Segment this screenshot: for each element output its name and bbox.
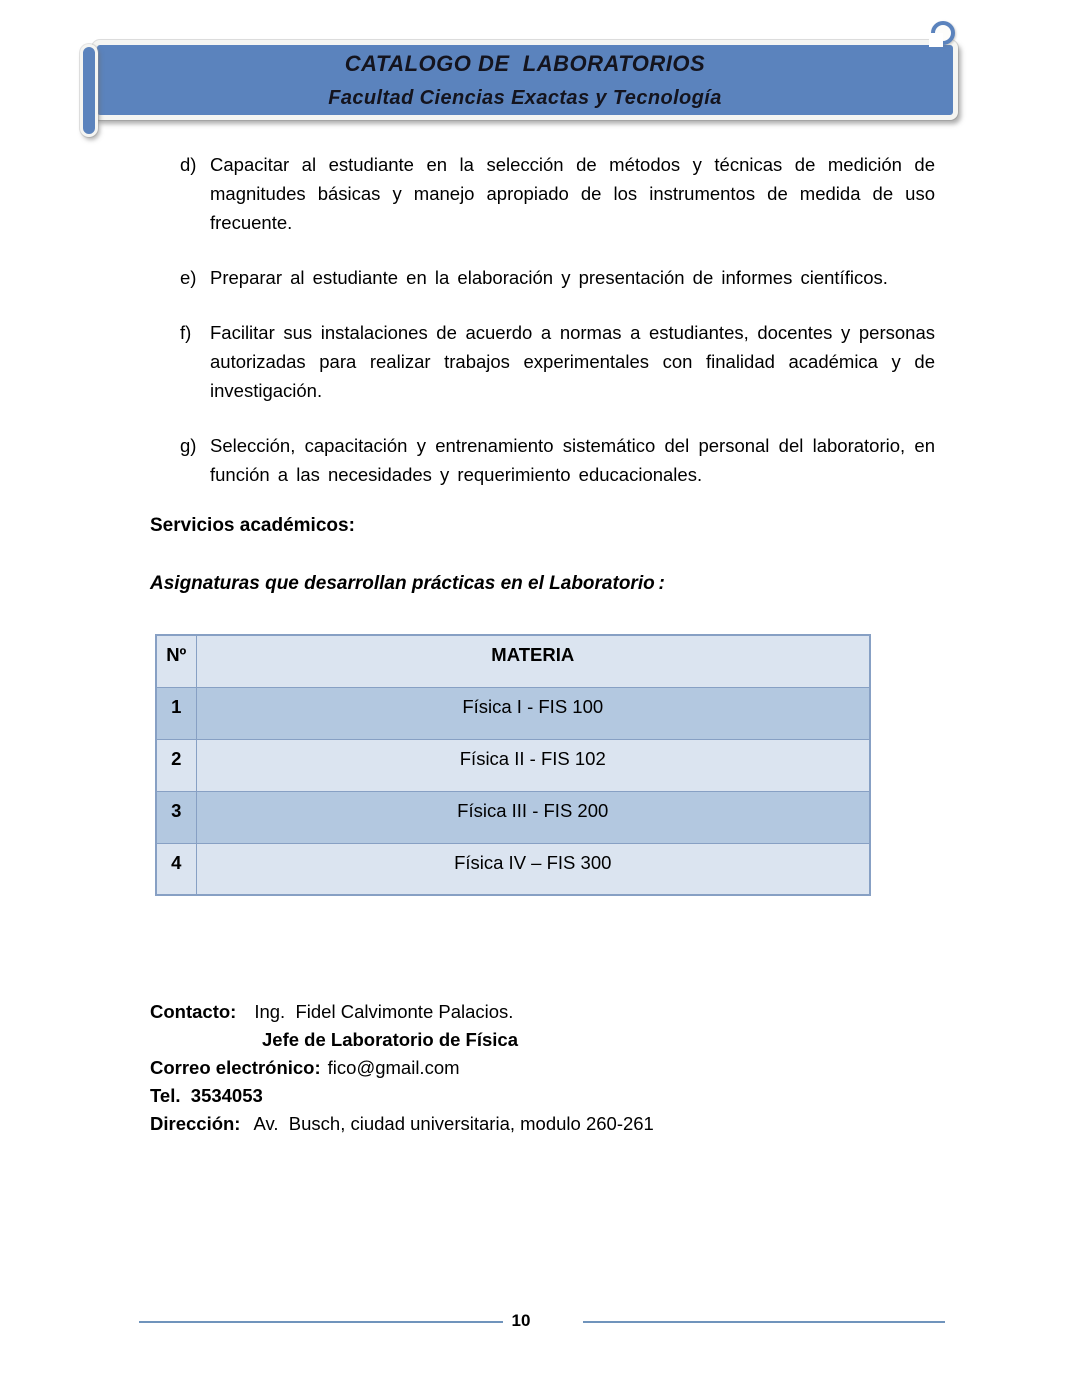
row-number: 2 [156,739,196,791]
page-number: 10 [511,1311,531,1330]
email-value: fico@gmail.com [327,1057,460,1078]
contact-label: Contacto: [150,1001,237,1022]
objective-item-f [180,318,935,405]
contact-phone: Tel. 3534053 [150,1085,263,1106]
table-row [156,791,870,843]
list-marker: f) [180,322,192,343]
objective-text: Preparar al estudiante en la elaboración y presentación de informes científicos. [210,267,888,288]
contact-line-address [150,1110,935,1138]
objective-text: Selección, capacitación y entrenamiento sistemático del personal del laboratorio, en función a las necesidades y requerimiento educacionales. [210,435,935,485]
services-heading: Servicios académicos: [150,515,355,536]
banner-scroll-curl-icon [931,21,955,45]
row-number: 1 [156,687,196,739]
row-number: 3 [156,791,196,843]
objective-text: Capacitar al estudiante en la selección de métodos y técnicas de medición de magnitudes básicas y manejo apropiado de los instrumentos de medida de uso frecuente. [210,154,935,233]
row-materia: Física II - FIS 102 [196,739,870,791]
objective-item-e [180,263,935,292]
table-header-num: Nº [156,635,196,687]
page-content [150,150,935,1138]
footer-rule-left [139,1321,503,1323]
header-banner [92,40,958,120]
header-banner-area [0,0,1071,140]
catalog-title: CATALOGO DE LABORATORIOS [344,50,706,76]
row-materia: Física III - FIS 200 [196,791,870,843]
table-row [156,687,870,739]
list-marker: e) [180,267,197,288]
row-materia: Física IV – FIS 300 [196,843,870,895]
faculty-subtitle: Facultad Ciencias Exactas y Tecnología [328,86,722,109]
contact-line-name [150,998,935,1026]
list-marker: g) [180,435,197,456]
contact-name: Ing. Fidel Calvimonte Palacios. [254,1001,514,1022]
footer-rule-right [583,1321,945,1323]
table-header-row [156,635,870,687]
subjects-table [155,634,871,896]
contact-line-email [150,1054,935,1082]
objective-text: Facilitar sus instalaciones de acuerdo a normas a estudiantes, docentes y personas autorizadas para realizar trabajos experimentales con finalidad académica y de investigación. [210,322,935,401]
subjects-heading: Asignaturas que desarrollan prácticas en el Laboratorio : [150,573,665,594]
objective-item-g [180,431,935,489]
list-marker: d) [180,154,197,175]
email-label: Correo electrónico: [150,1057,321,1078]
banner-scroll-handle [80,44,98,137]
objective-item-d [180,150,935,237]
contact-block [150,998,935,1138]
contact-role: Jefe de Laboratorio de Física [262,1029,518,1050]
page-footer [0,1308,1071,1338]
row-number: 4 [156,843,196,895]
table-row [156,843,870,895]
address-label: Dirección: [150,1113,241,1134]
address-value: Av. Busch, ciudad universitaria, modulo 260-261 [253,1113,654,1134]
row-materia: Física I - FIS 100 [196,687,870,739]
table-header-materia: MATERIA [196,635,870,687]
table-row [156,739,870,791]
